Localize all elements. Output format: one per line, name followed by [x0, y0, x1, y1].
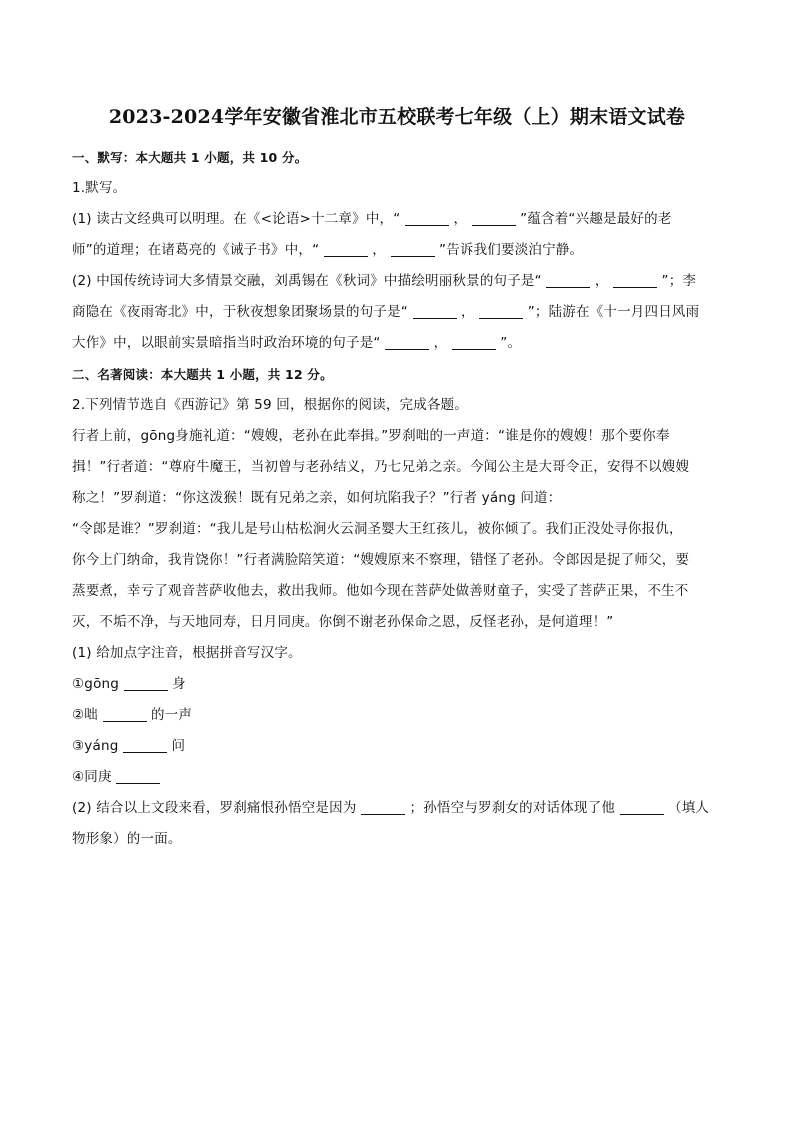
passage-line: 灭，不垢不净，与天地同寿，日月同庚。你倒不谢老孙保命之恩，反怪老孙，是何道理！”	[72, 614, 614, 630]
section-1-heading: 一、默写：本大题共 1 小题，共 10 分。	[72, 150, 308, 165]
item-suffix: 身	[172, 676, 186, 692]
q1-text: 商隐在《夜雨寄北》中，于秋夜想象团聚场景的句子是“	[72, 304, 408, 320]
item-suffix: 的一声	[151, 707, 193, 723]
separator: ，	[594, 273, 609, 289]
passage-line: 揖！”行者道：“尊府牛魔王，当初曾与老孙结义，乃七兄弟之亲。今闻公主是大哥令正，安得不以嫂嫂	[72, 459, 690, 475]
answer-blank[interactable]	[413, 304, 457, 319]
question-2-title: 2.下列情节选自《西游记》第 59 回，根据你的阅读，完成各题。	[72, 397, 469, 413]
sub-question-2-line-1	[72, 793, 722, 824]
answer-blank[interactable]	[472, 211, 516, 226]
item-label: ②咄	[72, 707, 99, 723]
q1-line-4	[72, 297, 722, 328]
answer-blank[interactable]	[324, 242, 368, 257]
answer-blank[interactable]	[479, 304, 523, 319]
passage-line: “令郎是谁？”罗刹道：“我儿是号山枯松涧火云洞圣婴大王红孩儿，被你倾了。我们正没处寻你报仇，	[72, 521, 683, 537]
sub2-text: ；孙悟空与罗刹女的对话体现了他	[409, 800, 616, 816]
sub1-item-2	[72, 700, 722, 731]
q1-line-5	[72, 328, 722, 359]
separator: ，	[433, 335, 448, 351]
section-2-heading: 二、名著阅读：本大题共 1 小题，共 12 分。	[72, 367, 333, 382]
answer-blank[interactable]	[405, 211, 449, 226]
q1-text: ”告诉我们要淡泊宁静。	[439, 242, 584, 258]
q1-line-2	[72, 235, 722, 266]
q1-text: 师”的道理；在诸葛亮的《诫子书》中，“	[72, 242, 320, 258]
q1-line-3	[72, 266, 722, 297]
separator: ，	[453, 211, 468, 227]
sub2-text: (2) 结合以上文段来看，罗刹痛恨孙悟空是因为	[72, 800, 357, 816]
answer-blank[interactable]	[613, 273, 657, 288]
answer-blank[interactable]	[385, 335, 429, 350]
q1-text: (1) 读古文经典可以明理。在《<论语>十二章》中，“	[72, 211, 401, 227]
answer-blank[interactable]	[452, 335, 496, 350]
q1-text: ”；李	[661, 273, 697, 289]
item-label: ③yáng	[72, 738, 119, 754]
item-label: ①gōng	[72, 676, 120, 692]
sub-question-1: (1) 给加点字注音，根据拼音写汉字。	[72, 645, 302, 661]
q1-line-1	[72, 204, 722, 235]
passage-line: 称之！”罗刹道：“你这泼猴！既有兄弟之亲，如何坑陷我子？”行者 yáng 问道：	[72, 490, 562, 506]
q1-text: ”；陆游在《十一月四日风雨	[527, 304, 700, 320]
q1-text: (2) 中国传统诗词大多情景交融，刘禹锡在《秋词》中描绘明丽秋景的句子是“	[72, 273, 542, 289]
sub1-item-3	[72, 731, 722, 762]
answer-blank[interactable]	[103, 707, 147, 722]
q1-text: ”。	[500, 335, 522, 351]
sub-question-2-line-2: 物形象）的一面。	[72, 831, 182, 847]
passage-line: 行者上前，gōng身施礼道：“嫂嫂，老孙在此奉揖。”罗刹咄的一声道：“谁是你的嫂嫂！那个要你奉	[72, 428, 670, 444]
answer-blank[interactable]	[620, 800, 664, 815]
answer-blank[interactable]	[116, 769, 160, 784]
passage-line: 你今上门纳命，我肯饶你！”行者满脸陪笑道：“嫂嫂原来不察理，错怪了老孙。令郎因是捉了师父，要	[72, 552, 690, 568]
page-title: 2023-2024学年安徽省淮北市五校联考七年级（上）期末语文试卷	[108, 106, 686, 128]
separator: ，	[461, 304, 475, 320]
answer-blank[interactable]	[361, 800, 405, 815]
answer-blank[interactable]	[124, 676, 168, 691]
passage-line: 蒸要煮，幸亏了观音菩萨收他去，救出我师。他如今现在菩萨处做善财童子，实受了菩萨正果，不生不	[72, 583, 689, 599]
separator: ，	[372, 242, 386, 258]
answer-blank[interactable]	[546, 273, 590, 288]
answer-blank[interactable]	[123, 738, 167, 753]
item-suffix: 问	[171, 738, 186, 754]
sub1-item-1	[72, 669, 722, 700]
item-label: ④同庚	[72, 769, 112, 785]
sub2-text: （填人	[668, 800, 710, 816]
q1-text: 大作》中，以眼前实景暗指当时政治环境的句子是“	[72, 335, 381, 351]
exam-content	[72, 142, 722, 855]
question-1-title: 1.默写。	[72, 180, 127, 196]
sub1-item-4	[72, 762, 722, 793]
answer-blank[interactable]	[391, 242, 435, 257]
q1-text: ”蕴含着“兴趣是最好的老	[520, 211, 672, 227]
